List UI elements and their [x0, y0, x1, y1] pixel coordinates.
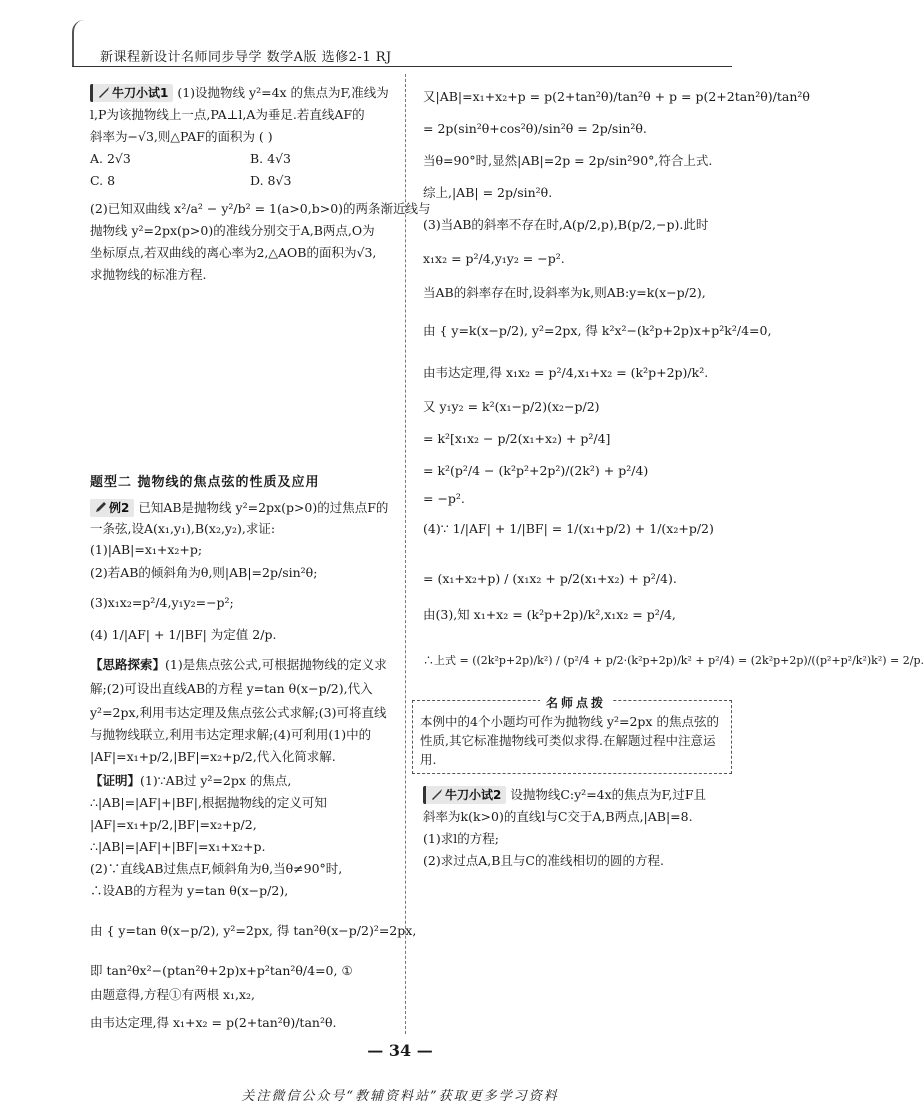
- thinking-label: 【思路探索】: [90, 657, 166, 672]
- proof-line-2: ∴|AB|=|AF|+|BF|,根据抛物线的定义可知: [90, 795, 327, 810]
- right-line-15: = (x₁+x₂+p) / (x₁x₂ + p/2(x₁+x₂) + p²/4).: [423, 571, 677, 586]
- section-title: 题型二 抛物线的焦点弦的性质及应用: [90, 475, 320, 490]
- tip-body: 本例中的4个小题均可作为抛物线 y²=2px 的焦点弦的性质,其它标准抛物线可类似求得.在解题过程中注意运用.: [420, 714, 719, 767]
- right-line-9: 由韦达定理,得 x₁x₂ = p²/4,x₁+x₂ = (k²p+2p)/k².: [423, 365, 709, 380]
- header-curve-decoration: [72, 20, 88, 66]
- proof-line-6: ∴设AB的方程为 y=tan θ(x−p/2),: [90, 883, 289, 898]
- proof-line-3: |AF|=x₁+p/2,|BF|=x₂+p/2,: [90, 817, 257, 832]
- example2-line-5: (3)x₁x₂=p²/4,y₁y₂=−p²;: [90, 595, 234, 610]
- thinking-line-3: y²=2px,利用韦达定理及焦点弦公式求解;(3)可将直线: [90, 705, 387, 720]
- practice2-line-2: 斜率为k(k>0)的直线l与C交于A,B两点,|AB|=8.: [423, 809, 693, 824]
- right-line-14: (4)∵ 1/|AF| + 1/|BF| = 1/(x₁+p/2) + 1/(x₂+p/2): [423, 521, 714, 536]
- option-a: A. 2√3: [90, 151, 131, 166]
- practice2-line-3: (1)求l的方程;: [423, 831, 499, 846]
- practice1-q2-line-3: 坐标原点,若双曲线的离心率为2,△AOB的面积为√3,: [90, 245, 377, 260]
- proof-line-7: 由 { y=tan θ(x−p/2), y²=2px, 得 tan²θ(x−p/2)²=2px,: [90, 923, 417, 938]
- practice1-line-1: 牛刀小试1 (1)设抛物线 y²=4x 的焦点为F,准线为: [90, 84, 389, 102]
- proof-line-5: (2)∵直线AB过焦点F,倾斜角为θ,当θ≠90°时,: [90, 861, 343, 876]
- footer-note: 关注微信公众号“教辅资料站”获取更多学习资料: [241, 1089, 559, 1104]
- option-d: D. 8√3: [250, 173, 292, 188]
- example2-line-3: (1)|AB|=x₁+x₂+p;: [90, 542, 203, 557]
- knife-icon: [98, 86, 110, 98]
- thinking-line-5: |AF|=x₁+p/2,|BF|=x₂+p/2,代入化简求解.: [90, 749, 336, 764]
- column-divider: [405, 74, 406, 1034]
- practice1-line-3: 斜率为−√3,则△PAF的面积为 ( ): [90, 129, 273, 144]
- right-line-10: 又 y₁y₂ = k²(x₁−p/2)(x₂−p/2): [423, 399, 600, 414]
- right-line-11: = k²[x₁x₂ − p/2(x₁+x₂) + p²/4]: [423, 431, 611, 446]
- proof-label: 【证明】: [90, 773, 141, 788]
- practice2-line-1: 牛刀小试2 设抛物线C:y²=4x的焦点为F,过F且: [423, 786, 706, 804]
- pencil-icon: [95, 501, 107, 513]
- proof-line-4: ∴|AB|=|AF|+|BF|=x₁+x₂+p.: [90, 839, 266, 854]
- right-line-5: (3)当AB的斜率不存在时,A(p/2,p),B(p/2,−p).此时: [423, 217, 709, 232]
- practice1-line-2: l,P为该抛物线上一点,PA⊥l,A为垂足.若直线AF的: [90, 107, 365, 122]
- example2-line-1: 例2 已知AB是抛物线 y²=2px(p>0)的过焦点F的: [90, 499, 388, 517]
- option-c: C. 8: [90, 173, 116, 188]
- thinking-line-2: 解;(2)可设出直线AB的方程 y=tan θ(x−p/2),代入: [90, 681, 373, 696]
- book-header-title: 新课程新设计名师同步导学 数学A版 选修2-1 RJ: [100, 50, 392, 65]
- practice2-line-4: (2)求过点A,B且与C的准线相切的圆的方程.: [423, 853, 664, 868]
- tip-title: 名师点拨: [540, 694, 612, 711]
- practice1-tag: 牛刀小试1: [90, 84, 173, 102]
- right-line-7: 当AB的斜率存在时,设斜率为k,则AB:y=k(x−p/2),: [423, 285, 706, 300]
- example2-line-2: 一条弦,设A(x₁,y₁),B(x₂,y₂),求证:: [90, 521, 276, 536]
- right-line-2: = 2p(sin²θ+cos²θ)/sin²θ = 2p/sin²θ.: [423, 121, 647, 136]
- header-rule: [72, 66, 732, 67]
- thinking-line-1: 【思路探索】(1)是焦点弦公式,可根据抛物线的定义求: [90, 657, 387, 672]
- practice1-q2-line-2: 抛物线 y²=2px(p>0)的准线分别交于A,B两点,O为: [90, 223, 375, 238]
- right-line-1: 又|AB|=x₁+x₂+p = p(2+tan²θ)/tan²θ + p = p(2+2tan²θ)/tan²θ: [423, 89, 810, 104]
- practice1-q2-line-1: (2)已知双曲线 x²/a² − y²/b² = 1(a>0,b>0)的两条渐近线与: [90, 201, 431, 216]
- right-line-3: 当θ=90°时,显然|AB|=2p = 2p/sin²90°,符合上式.: [423, 153, 713, 168]
- right-line-6: x₁x₂ = p²/4,y₁y₂ = −p².: [423, 251, 565, 266]
- practice2-tag: 牛刀小试2: [423, 786, 506, 804]
- example2-tag: 例2: [90, 499, 134, 517]
- right-line-16: 由(3),知 x₁+x₂ = (k²p+2p)/k²,x₁x₂ = p²/4,: [423, 607, 676, 622]
- example2-line-6: (4) 1/|AF| + 1/|BF| 为定值 2/p.: [90, 627, 277, 642]
- proof-line-1: 【证明】(1)∵AB过 y²=2px 的焦点,: [90, 773, 292, 788]
- page-number: — 34 —: [367, 1041, 433, 1060]
- proof-line-10: 由韦达定理,得 x₁+x₂ = p(2+tan²θ)/tan²θ.: [90, 1015, 337, 1030]
- proof-line-8: 即 tan²θx²−(ptan²θ+2p)x+p²tan²θ/4=0, ①: [90, 963, 353, 978]
- practice1-q2-line-4: 求抛物线的标准方程.: [90, 267, 207, 282]
- knife-icon: [431, 788, 443, 800]
- thinking-line-4: 与抛物线联立,利用韦达定理求解;(4)可利用(1)中的: [90, 727, 372, 742]
- right-line-8: 由 { y=k(x−p/2), y²=2px, 得 k²x²−(k²p+2p)x+p²k²/4=0,: [423, 323, 772, 338]
- option-b: B. 4√3: [250, 151, 292, 166]
- proof-line-9: 由题意得,方程①有两根 x₁,x₂,: [90, 987, 256, 1002]
- right-line-13: = −p².: [423, 491, 465, 506]
- right-line-12: = k²(p²/4 − (k²p²+2p²)/(2k²) + p²/4): [423, 463, 649, 478]
- example2-line-4: (2)若AB的倾斜角为θ,则|AB|=2p/sin²θ;: [90, 565, 318, 580]
- right-line-17: ∴上式 = ((2k²p+2p)/k²) / (p²/4 + p/2·(k²p+2p)/k² + p²/4) = (2k²p+2p)/((p²+p²/k²)k²) = 2/p.: [423, 654, 924, 667]
- right-line-4: 综上,|AB| = 2p/sin²θ.: [423, 185, 553, 200]
